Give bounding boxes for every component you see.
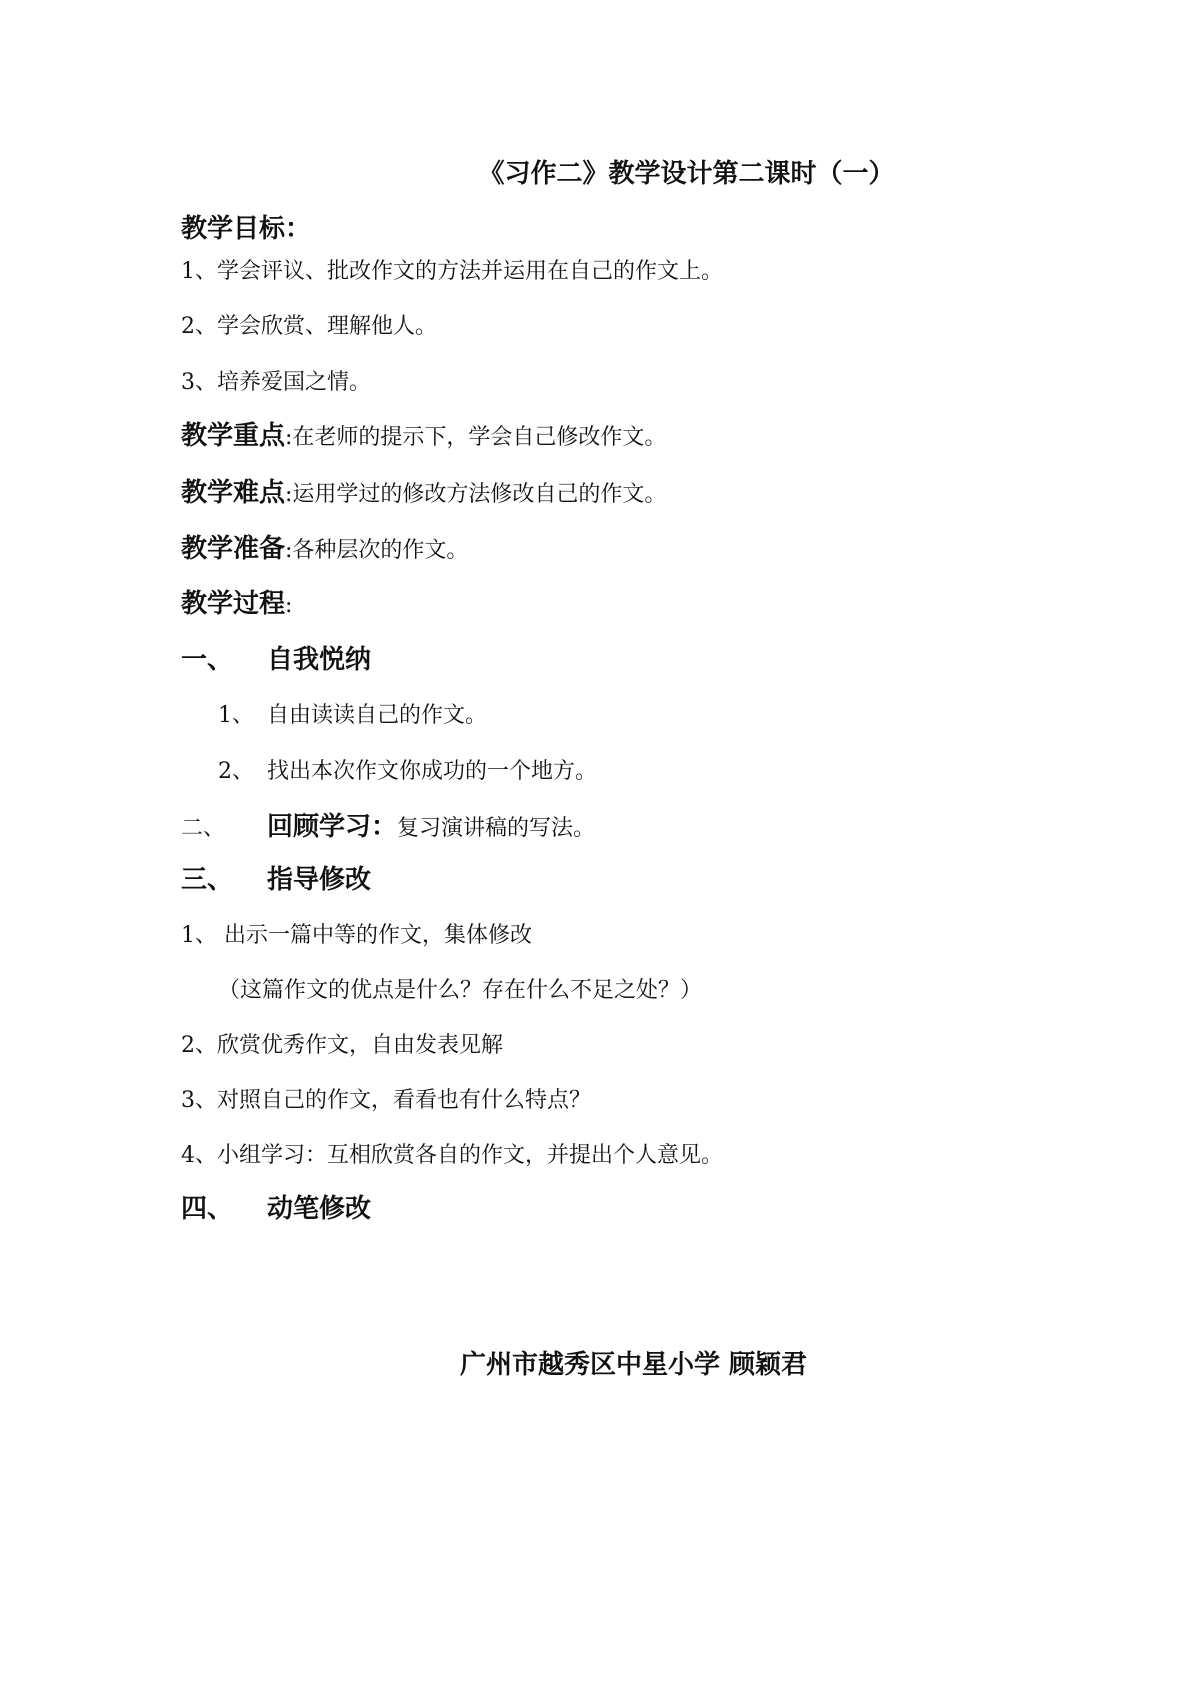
document-title-text: 《习作二》教学设计第二课时（一） [478,159,895,189]
difficulty-text: :运用学过的修改方法修改自己的作文。 [285,482,667,507]
preparation-line [181,534,468,566]
process-heading-line [181,589,292,621]
document-title [0,157,1191,191]
difficulty-line [181,478,666,510]
section-3-item-4: 4、小组学习：互相欣赏各自的作文，并提出个人意见。 [181,1143,723,1168]
process-heading-label: 教学过程 [181,589,286,619]
section-3-item-1 [181,921,532,951]
objective-item-2: 2、学会欣赏、理解他人。 [181,314,437,339]
section-3-item-3: 3、对照自己的作文，看看也有什么特点？ [181,1088,591,1113]
section-1-heading [181,645,371,675]
objective-item-3: 3、培养爱国之情。 [181,370,371,395]
section-2-title: 回顾学习： [267,812,398,842]
section-1-item-1-text: 自由读读自己的作文。 [267,703,488,728]
key-point-line [181,421,666,453]
objective-item-1: 1、学会评议、批改作文的方法并运用在自己的作文上。 [181,259,723,284]
section-1-number: 一、 [181,645,234,675]
objectives-heading: 教学目标： [181,214,312,244]
section-2-number: 二、 [181,816,226,841]
difficulty-label: 教学难点 [181,478,286,508]
section-3-item-1-number: 1、 [181,923,217,948]
section-3-number: 三、 [181,865,234,895]
key-point-text: :在老师的提示下，学会自己修改作文。 [285,425,667,450]
preparation-label: 教学准备 [181,534,286,564]
section-2-heading [181,812,595,844]
section-3-heading [181,865,371,895]
section-4-title: 动笔修改 [267,1194,372,1224]
section-3-title: 指导修改 [267,865,372,895]
section-1-item-2-text: 找出本次作文你成功的一个地方。 [267,759,598,784]
section-3-item-1-note: （这篇作文的优点是什么？存在什么不足之处？） [218,978,703,1003]
section-2-text: 复习演讲稿的写法。 [397,816,596,841]
section-1-item-2 [218,757,597,787]
process-heading-text: : [285,593,293,618]
section-1-item-1-number: 1、 [218,703,254,728]
key-point-label: 教学重点 [181,421,286,451]
preparation-text: :各种层次的作文。 [285,538,469,563]
author-signature: 广州市越秀区中星小学 顾颖君 [460,1350,808,1380]
section-3-item-2: 2、欣赏优秀作文，自由发表见解 [181,1033,503,1058]
section-4-number: 四、 [181,1194,234,1224]
section-1-item-2-number: 2、 [218,759,254,784]
section-1-title: 自我悦纳 [267,645,372,675]
section-1-item-1 [218,701,487,731]
section-3-item-1-text: 出示一篇中等的作文，集体修改 [224,923,533,948]
section-4-heading [181,1194,371,1224]
